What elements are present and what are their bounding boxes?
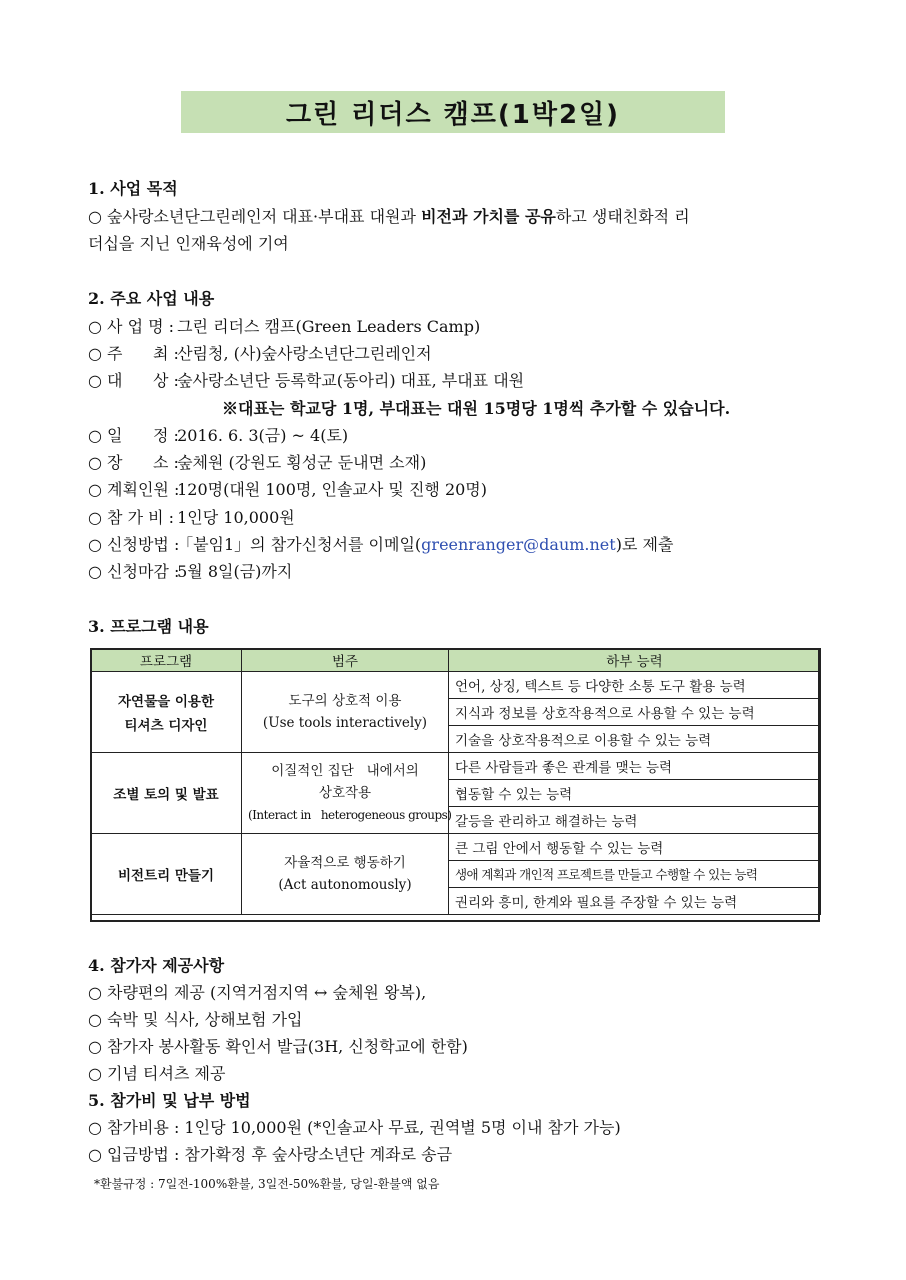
program-cell: 조별 토의 및 발표	[91, 753, 242, 834]
category-cell: 도구의 상호적 이용 (Use tools interactively)	[242, 672, 449, 753]
info-target-note: ※대표는 학교당 1명, 부대표는 대원 15명당 1명씩 추가할 수 있습니다.	[222, 399, 731, 418]
ability-cell: 언어, 상징, 텍스트 등 다양한 소통 도구 활용 능력	[449, 672, 821, 699]
table-header: 범주	[242, 649, 449, 672]
info-plan: ○ 계획인원 : 120명(대원 100명, 인솔교사 및 진행 20명)	[88, 480, 488, 499]
section5-heading: 5. 참가비 및 납부 방법	[88, 1091, 251, 1110]
section1-line2: 더십을 지닌 인재육성에 기여	[88, 234, 289, 253]
ability-cell: 갈등을 관리하고 해결하는 능력	[449, 807, 821, 834]
info-target: ○ 대 상 : 숲사랑소년단 등록학교(동아리) 대표, 부대표 대원	[88, 371, 525, 390]
table-header: 하부 능력	[449, 649, 821, 672]
section1-line1: ○ 숲사랑소년단그린레인저 대표·부대표 대원과 비전과 가치를 공유하고 생태친화적 리	[88, 207, 690, 226]
info-host: ○ 주 최 : 산림청, (사)숲사랑소년단그린레인저	[88, 344, 432, 363]
program-cell: 자연물을 이용한 티셔츠 디자인	[91, 672, 242, 753]
email-link[interactable]: greenranger@daum.net	[421, 535, 616, 554]
ability-cell: 다른 사람들과 좋은 관계를 맺는 능력	[449, 753, 821, 780]
table-row	[91, 834, 821, 861]
info-place: ○ 장 소 : 숲체원 (강원도 횡성군 둔내면 소재)	[88, 453, 427, 472]
ability-cell: 큰 그림 안에서 행동할 수 있는 능력	[449, 834, 821, 861]
table-header-row	[91, 649, 821, 672]
provision-item: ○ 참가자 봉사활동 확인서 발급(3H, 신청학교에 한함)	[88, 1037, 468, 1056]
provision-item: ○ 차량편의 제공 (지역거점지역 ↔ 숲체원 왕복),	[88, 983, 427, 1002]
category-cell: 자율적으로 행동하기 (Act autonomously)	[242, 834, 449, 915]
document-title-box	[181, 91, 725, 133]
table-row	[91, 672, 821, 699]
payment-item: ○ 참가비용 : 1인당 10,000원 (*인솔교사 무료, 권역별 5명 이내 참가 가능)	[88, 1118, 621, 1137]
info-name: ○ 사 업 명 : 그린 리더스 캠프(Green Leaders Camp)	[88, 317, 481, 336]
ability-cell: 협동할 수 있는 능력	[449, 780, 821, 807]
info-apply: ○ 신청방법 : 「붙임1」의 참가신청서를 이메일(greenranger@daum.net)로 제출	[88, 535, 674, 554]
ability-cell: 지식과 정보를 상호작용적으로 사용할 수 있는 능력	[449, 699, 821, 726]
provision-item: ○ 기념 티셔츠 제공	[88, 1064, 226, 1083]
refund-note: *환불규정 : 7일전-100%환불, 3일전-50%환불, 당일-환불액 없음	[94, 1177, 440, 1191]
ability-cell: 기술을 상호작용적으로 이용할 수 있는 능력	[449, 726, 821, 753]
table-row	[91, 753, 821, 780]
info-fee: ○ 참 가 비 : 1인당 10,000원	[88, 508, 295, 527]
info-date: ○ 일 정 : 2016. 6. 3(금) ~ 4(토)	[88, 426, 349, 445]
program-table	[90, 648, 821, 915]
section3-heading: 3. 프로그램 내용	[88, 617, 209, 636]
provision-item: ○ 숙박 및 식사, 상해보험 가입	[88, 1010, 303, 1029]
section2-heading: 2. 주요 사업 내용	[88, 289, 215, 308]
section4-heading: 4. 참가자 제공사항	[88, 956, 225, 975]
ability-cell: 권리와 흥미, 한계와 필요를 주장할 수 있는 능력	[449, 888, 821, 915]
table-header: 프로그램	[91, 649, 242, 672]
info-deadline: ○ 신청마감 : 5월 8일(금)까지	[88, 562, 293, 581]
section1-heading: 1. 사업 목적	[88, 179, 178, 198]
payment-item: ○ 입금방법 : 참가확정 후 숲사랑소년단 계좌로 송금	[88, 1145, 453, 1164]
program-cell: 비전트리 만들기	[91, 834, 242, 915]
ability-cell: 생애 계획과 개인적 프로젝트를 만들고 수행할 수 있는 능력	[449, 861, 821, 888]
category-cell: 이질적인 집단 내에서의 상호작용 (Interact in heterogeneous groups)	[242, 753, 449, 834]
document-title: 그린 리더스 캠프(1박2일)	[285, 99, 621, 130]
